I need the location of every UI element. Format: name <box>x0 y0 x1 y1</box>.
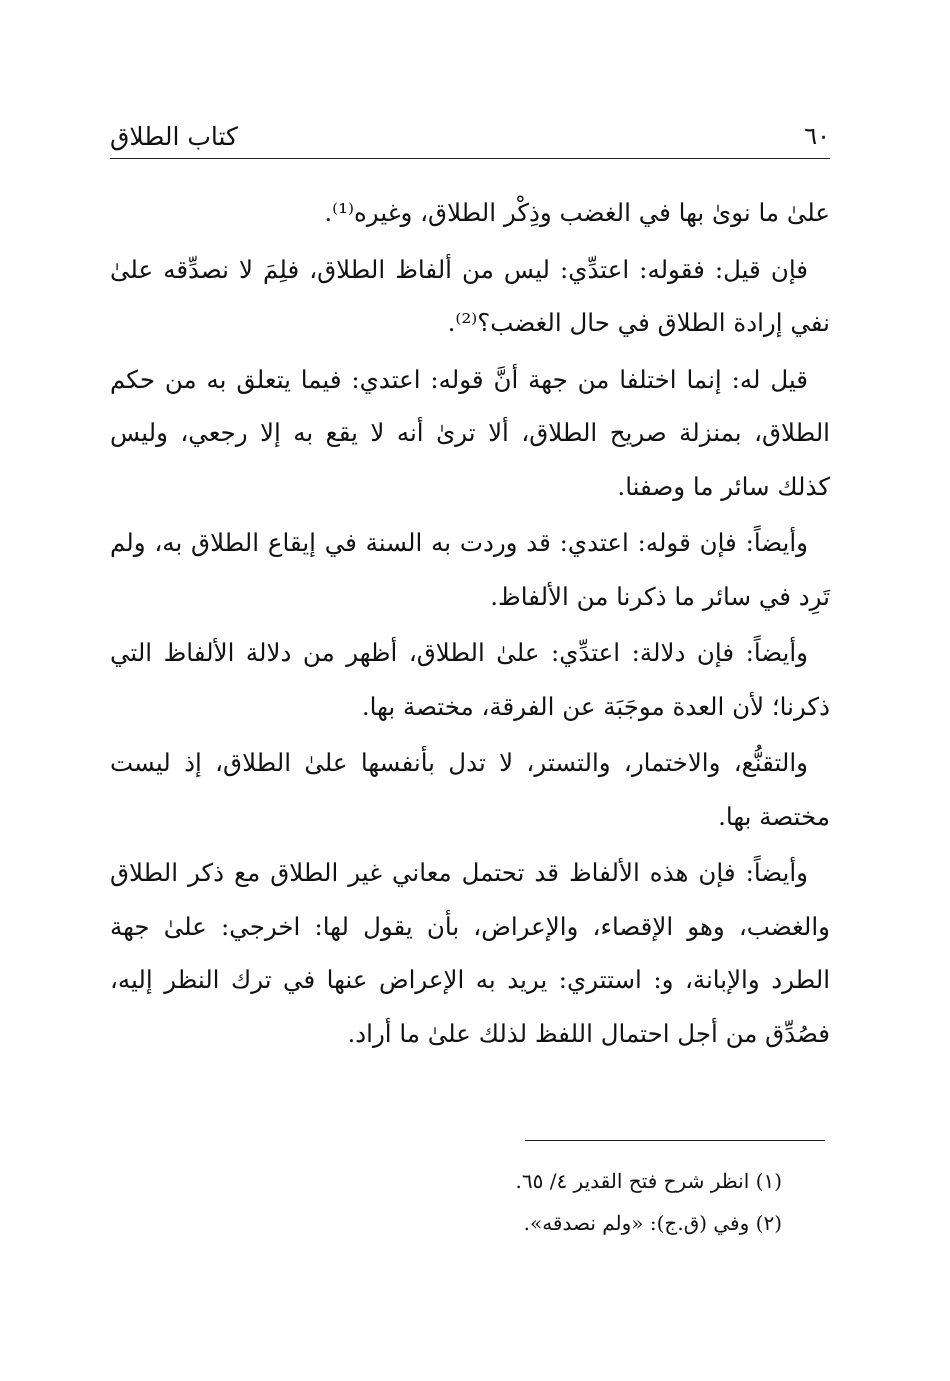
page-header <box>110 118 830 158</box>
paragraph: علىٰ ما نوىٰ بها في الغضب وذِكْر الطلاق، وغيره⁽¹⁾. <box>324 198 830 227</box>
footnote-divider <box>525 1140 825 1141</box>
paragraph: وأيضاً: فإن دلالة: اعتدِّي: علىٰ الطلاق، أظهر من دلالة الألفاظ التي ذكرنا؛ لأن العدة موجَبَة عن الفرقة، مختصة بها. <box>110 638 830 721</box>
paragraph: فإن قيل: فقوله: اعتدِّي: ليس من ألفاظ الطلاق، فلِمَ لا نصدِّقه علىٰ نفي إرادة الطلاق في حال الغضب؟⁽²⁾. <box>110 254 830 337</box>
footnotes <box>110 1160 782 1244</box>
main-text <box>110 186 830 1063</box>
footnote: (١) انظر شرح فتح القدير ٤/ ٦٥. <box>515 1169 782 1193</box>
page-number: ٦٠ <box>804 122 830 150</box>
running-title: كتاب الطلاق <box>110 122 238 151</box>
header-divider <box>110 158 830 159</box>
paragraph: والتقنُّع، والاختمار، والتستر، لا تدل بأنفسها علىٰ الطلاق، إذ ليست مختصة بها. <box>110 748 830 831</box>
paragraph: قيل له: إنما اختلفا من جهة أنَّ قوله: اعتدي: فيما يتعلق به من حكم الطلاق، بمنزلة صريح الطلاق، ألا ترىٰ أنه لا يقع به إلا رجعي، وليس كذلك سائر ما وصفنا. <box>110 364 830 501</box>
footnote: (٢) وفي (ق.ج): «ولم نصدقه». <box>523 1211 782 1235</box>
paragraph: وأيضاً: فإن قوله: اعتدي: قد وردت به السنة في إيقاع الطلاق به، ولم تَرِد في سائر ما ذكرنا من الألفاظ. <box>110 528 830 611</box>
paragraph: وأيضاً: فإن هذه الألفاظ قد تحتمل معاني غير الطلاق مع ذكر الطلاق والغضب، وهو الإقصاء، والإعراض، بأن يقول لها: اخرجي: علىٰ جهة الطرد والإبانة، و: استتري: يريد به الإعراض عنها في ترك النظر إليه، فصُدِّق من أجل احتمال اللفظ لذلك علىٰ ما أراد. <box>110 858 830 1048</box>
